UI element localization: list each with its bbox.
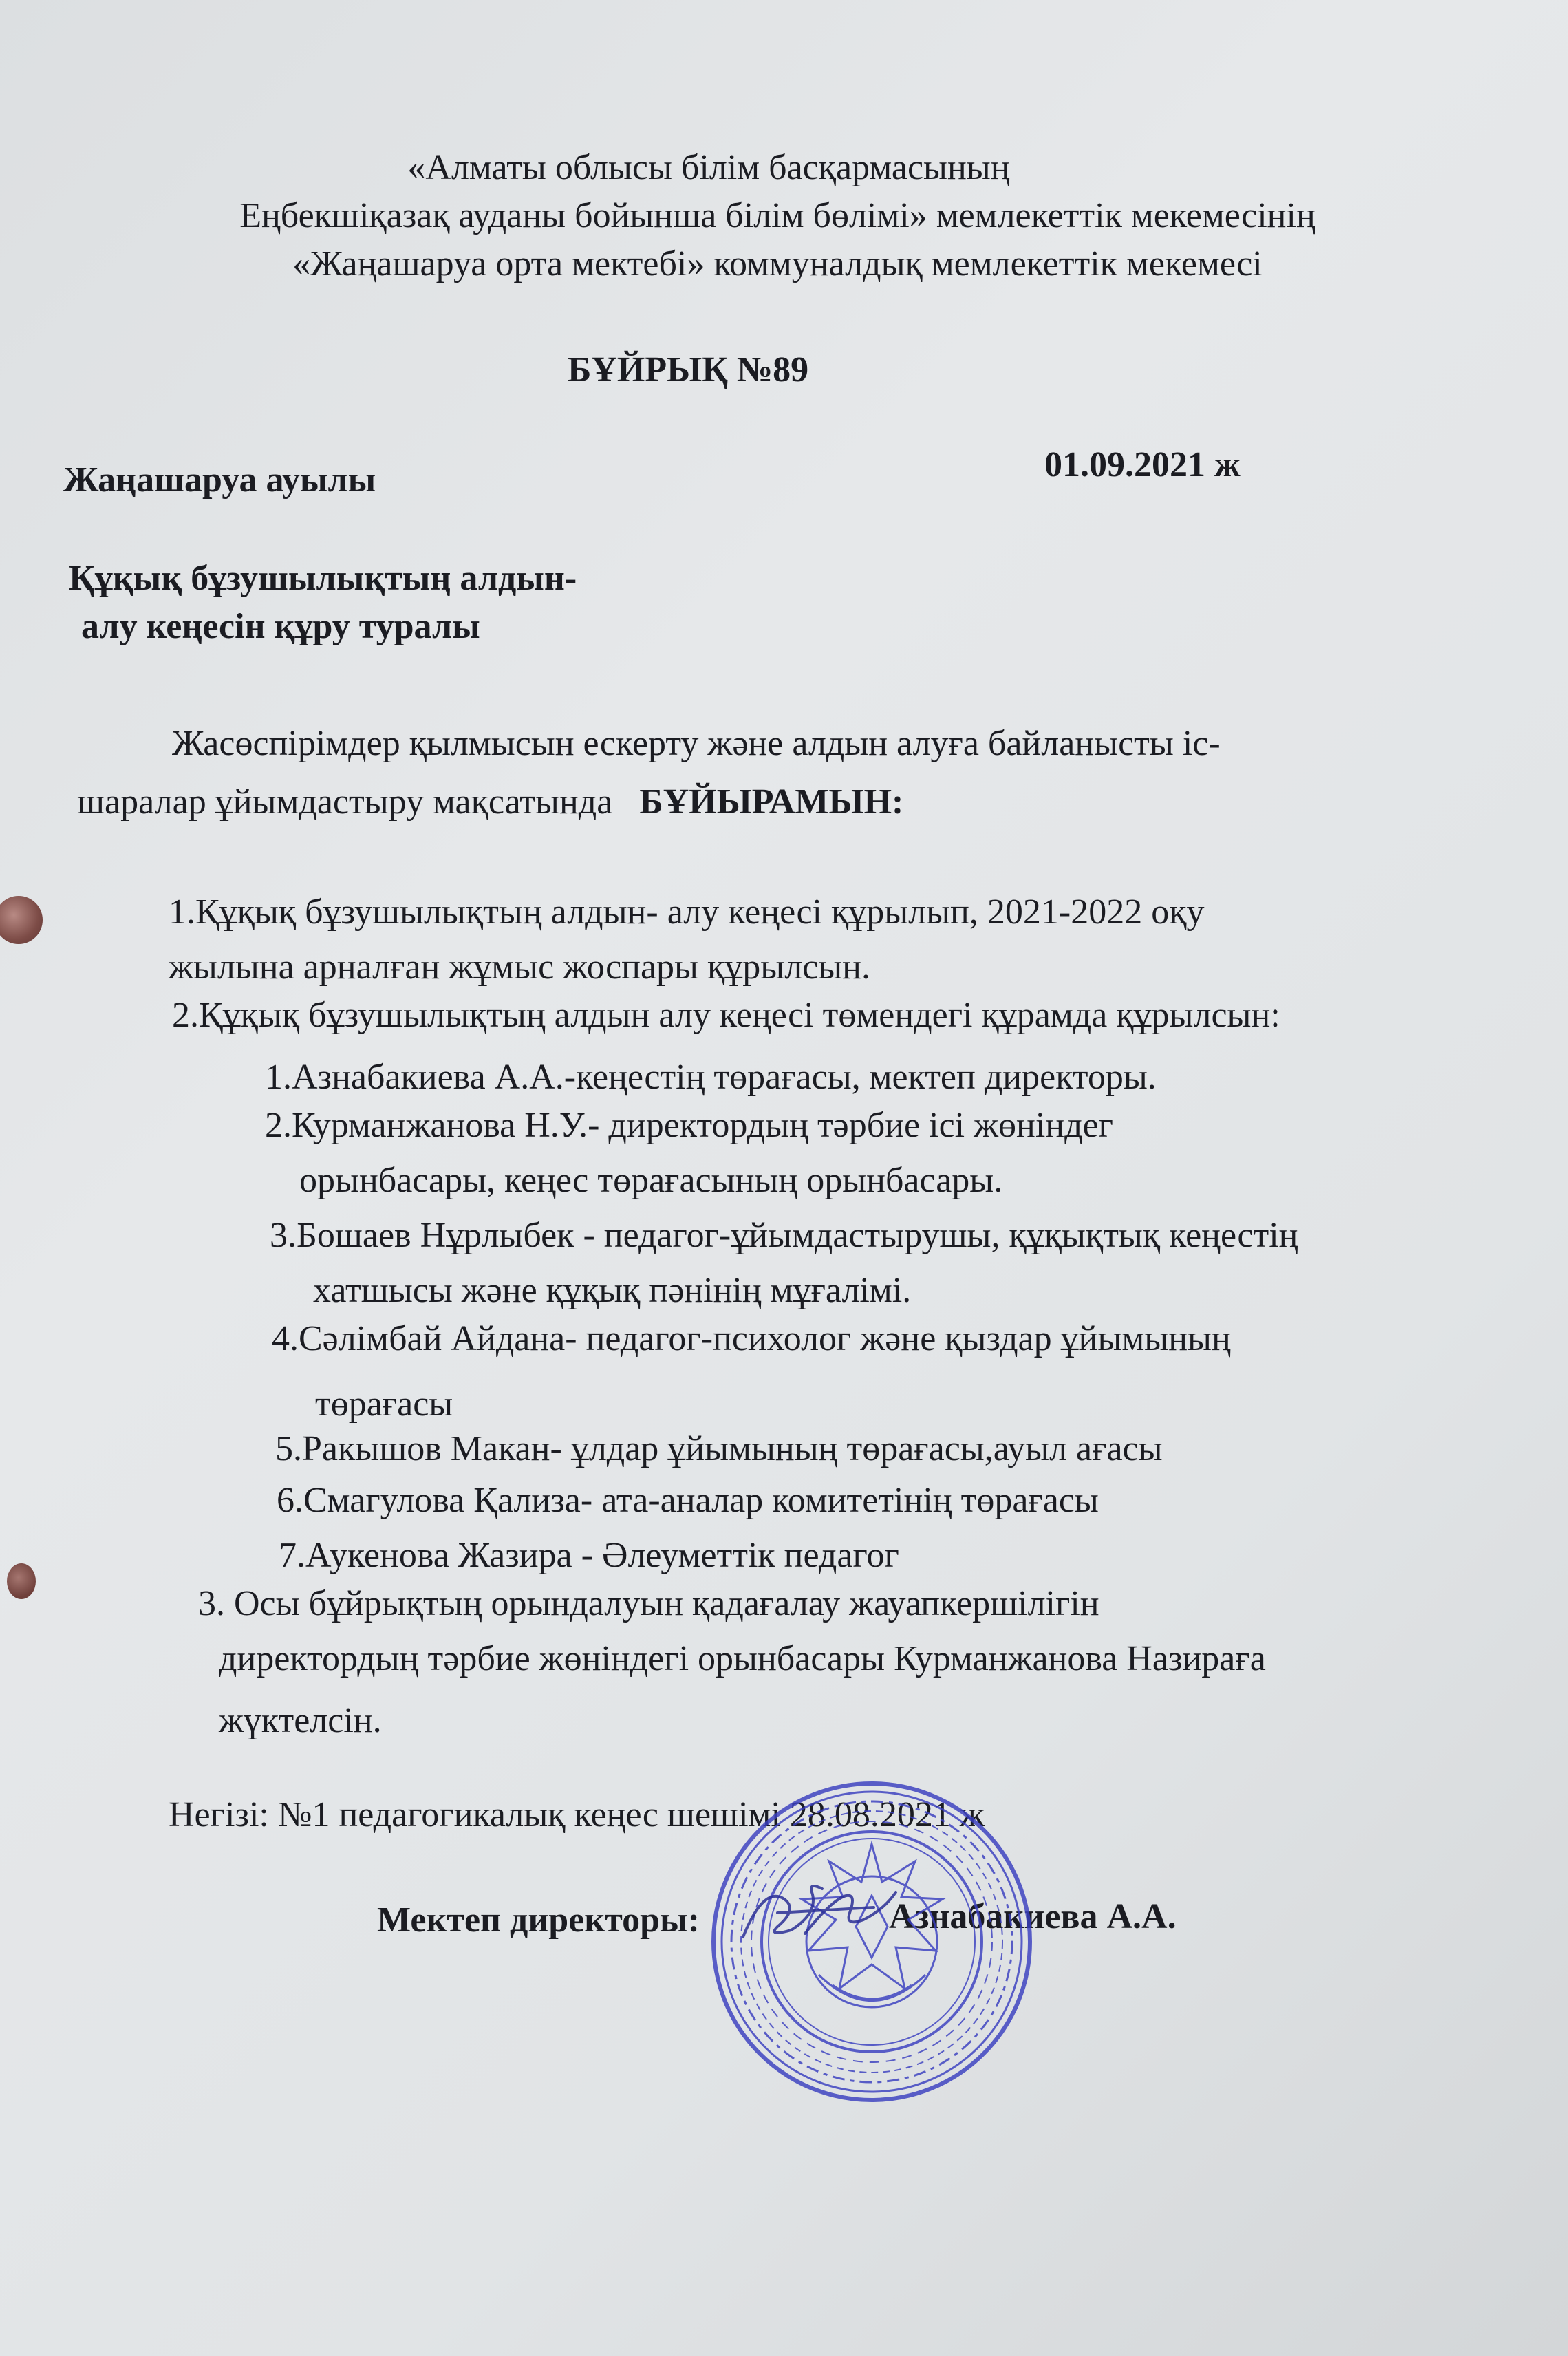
member-7: 7.Аукенова Жазира - Әлеуметтік педагог bbox=[279, 1536, 899, 1575]
item-2-line-1: 2.Құқық бұзушылықтың алдын алу кеңесі төмендегі құрамда құрылсын: bbox=[172, 996, 1280, 1035]
member-1: 1.Азнабакиева А.А.-кеңестің төрағасы, мектеп директоры. bbox=[265, 1058, 1157, 1097]
member-5: 5.Ракышов Макан- ұлдар ұйымының төрағасы,ауыл ағасы bbox=[275, 1429, 1163, 1468]
preamble-text: шаралар ұйымдастыру мақсатында bbox=[77, 782, 613, 822]
signature-name: Азнабакиева А.А. bbox=[889, 1897, 1177, 1936]
header-line-2: Еңбекшіқазақ ауданы бойынша білім бөлімі» мемлекеттік мекемесінің bbox=[239, 196, 1315, 235]
member-4-line-2: төрағасы bbox=[315, 1384, 453, 1424]
order-title: БҰЙРЫҚ №89 bbox=[568, 350, 809, 389]
item-3-line-2: директордың тәрбие жөніндегі орынбасары Курманжанова Назираға bbox=[219, 1639, 1266, 1678]
preamble-line-1: Жасөспірімдер қылмысын ескерту және алдын алуға байланысты іс- bbox=[172, 724, 1221, 763]
basis-line: Негізі: №1 педагогикалық кеңес шешімі 28.08.2021 ж bbox=[169, 1795, 985, 1834]
item-3-line-3: жүктелсін. bbox=[219, 1701, 382, 1740]
header-line-1: «Алматы облысы білім басқармасының bbox=[407, 148, 1010, 187]
punch-hole-top bbox=[0, 896, 43, 944]
handwritten-signature bbox=[736, 1872, 901, 1954]
member-3-line-1: 3.Бошаев Нұрлыбек - педагог-ұйымдастырушы, құқықтық кеңестің bbox=[270, 1216, 1298, 1255]
subject-line-1: Құқық бұзушылықтың алдын- bbox=[69, 559, 577, 598]
item-1-line-1: 1.Құқық бұзушылықтың алдын- алу кеңесі құрылып, 2021-2022 оқу bbox=[169, 892, 1205, 932]
subject-line-2: алу кеңесін құру туралы bbox=[81, 607, 480, 646]
signature-title: Мектеп директоры: bbox=[377, 1900, 700, 1940]
command-word: БҰЙЫРАМЫН: bbox=[639, 782, 904, 822]
member-6: 6.Смагулова Қализа- ата-аналар комитетінің төрағасы bbox=[277, 1481, 1099, 1520]
item-3-line-1: 3. Осы бұйрықтың орындалуын қадағалау жауапкершілігін bbox=[198, 1584, 1099, 1623]
member-2-line-1: 2.Курманжанова Н.У.- директордың тәрбие ісі жөніндег bbox=[265, 1106, 1113, 1145]
order-date: 01.09.2021 ж bbox=[1044, 445, 1241, 484]
member-4-line-1: 4.Сәлімбай Айдана- педагог-психолог және қыздар ұйымының bbox=[272, 1319, 1231, 1358]
preamble-line-2 bbox=[77, 784, 903, 820]
place: Жаңашаруа ауылы bbox=[63, 460, 376, 500]
item-1-line-2: жылына арналған жұмыс жоспары құрылсын. bbox=[169, 947, 870, 987]
punch-hole-bottom bbox=[7, 1563, 36, 1599]
header-line-3: «Жаңашаруа орта мектебі» коммуналдық мемлекеттік мекемесі bbox=[292, 244, 1263, 283]
member-3-line-2: хатшысы және құқық пәнінің мұғалімі. bbox=[313, 1271, 912, 1310]
member-2-line-2: орынбасары, кеңес төрағасының орынбасары. bbox=[299, 1161, 1003, 1200]
